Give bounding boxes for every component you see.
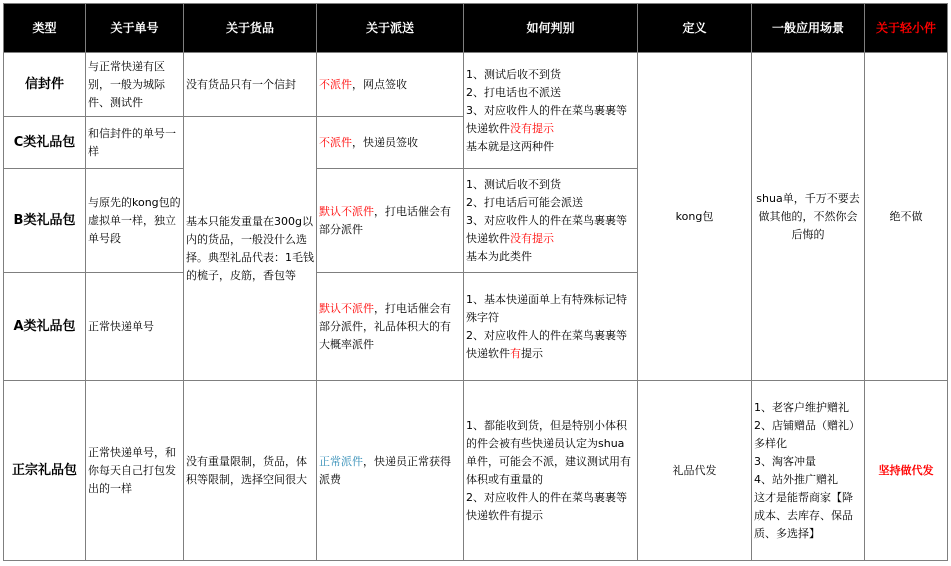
delivery-text: ，网点签收: [352, 77, 407, 91]
identify-text: 3、对应收件人的件在菜鸟裹裹等快递软件: [466, 213, 627, 245]
identify-line: 1、测试后收不到货: [466, 67, 561, 81]
type-cell: 信封件: [4, 53, 86, 117]
identify-text: 提示: [521, 346, 543, 360]
delivery-cell: [317, 169, 464, 273]
gift-package-comparison-table: [3, 3, 948, 561]
delivery-text: ，快递员正常获得派费: [319, 454, 451, 486]
type-cell: C类礼品包: [4, 117, 86, 169]
tracking-cell: 与正常快递有区别，一般为城际件、测试件: [86, 53, 184, 117]
tracking-cell: 和信封件的单号一样: [86, 117, 184, 169]
delivery-highlight: 默认不派件: [319, 204, 374, 218]
identify-cell: [464, 273, 638, 381]
scenario-line: 这才是能帮商家【降成本、去库存、保品质、多选择】: [754, 490, 853, 540]
header-type: 类型: [4, 4, 86, 53]
delivery-cell: [317, 273, 464, 381]
scenario-line: 2、店铺赠品（赠礼）多样化: [754, 418, 860, 450]
identify-line: [466, 327, 635, 363]
identify-line: 基本为此类件: [466, 249, 532, 263]
identify-line: 基本就是这两种件: [466, 139, 554, 153]
delivery-highlight: 不派件: [319, 135, 352, 149]
delivery-text: ，打电话催会有部分派件，礼品体积大的有大概率派件: [319, 301, 451, 351]
definition-cell: kong包: [638, 53, 752, 381]
scenario-line: 4、站外推广赠礼: [754, 472, 838, 486]
header-goods: 关于货品: [184, 4, 317, 53]
definition-cell: 礼品代发: [638, 381, 752, 561]
header-row: [4, 4, 948, 53]
header-definition: 定义: [638, 4, 752, 53]
delivery-highlight: 正常派件: [319, 454, 363, 468]
delivery-cell: [317, 117, 464, 169]
identify-highlight: 没有提示: [510, 121, 554, 135]
identify-line: [466, 212, 635, 248]
identify-cell: [464, 53, 638, 169]
header-usage-scenario: 一般应用场景: [752, 4, 865, 53]
tracking-cell: 正常快递单号: [86, 273, 184, 381]
goods-cell: 基本只能发重量在300g以内的货品，一般没什么选择。典型礼品代表：1毛钱的梳子，皮筋，香包等: [184, 117, 317, 381]
scenario-cell: [752, 381, 865, 561]
header-light-small-items: 关于轻小件: [865, 4, 948, 53]
table-row: [4, 381, 948, 561]
scenario-cell: shua单，千万不要去做其他的，不然你会后悔的: [752, 53, 865, 381]
tracking-cell: 与原先的kong包的虚拟单一样，独立单号段: [86, 169, 184, 273]
table-row: [4, 53, 948, 117]
identify-text: 3、对应收件人的件在菜鸟裹裹等快递软件: [466, 103, 627, 135]
delivery-cell: [317, 381, 464, 561]
tracking-cell: 正常快递单号，和你每天自己打包发出的一样: [86, 381, 184, 561]
identify-line: 2、打电话也不派送: [466, 85, 561, 99]
identify-line: 1、测试后收不到货: [466, 177, 561, 191]
identify-cell: [464, 169, 638, 273]
delivery-text: ，快递员签收: [352, 135, 418, 149]
header-delivery: 关于派送: [317, 4, 464, 53]
identify-line: [466, 102, 635, 138]
header-tracking-number: 关于单号: [86, 4, 184, 53]
identify-text: 2、对应收件人的件在菜鸟裹裹等快递软件: [466, 328, 627, 360]
identify-cell: [464, 381, 638, 561]
type-cell: A类礼品包: [4, 273, 86, 381]
delivery-text: ，打电话催会有部分派件: [319, 204, 451, 236]
header-how-to-identify: 如何判别: [464, 4, 638, 53]
delivery-highlight: 默认不派件: [319, 301, 374, 315]
scenario-line: 3、淘客冲量: [754, 454, 816, 468]
identify-line: 2、对应收件人的件在菜鸟裹裹等快递软件有提示: [466, 490, 627, 522]
light-item-cell: 坚持做代发: [865, 381, 948, 561]
delivery-cell: [317, 53, 464, 117]
goods-cell: 没有货品只有一个信封: [184, 53, 317, 117]
light-item-cell: 绝不做: [865, 53, 948, 381]
identify-highlight: 有: [510, 346, 521, 360]
type-cell: 正宗礼品包: [4, 381, 86, 561]
identify-highlight: 没有提示: [510, 231, 554, 245]
identify-line: 1、基本快递面单上有特殊标记特殊字符: [466, 292, 627, 324]
identify-line: 1、都能收到货，但是特别小体积的件会被有些快递员认定为shua单件，可能会不派，建议测试用有体积或有重量的: [466, 418, 631, 486]
identify-line: 2、打电话后可能会派送: [466, 195, 583, 209]
type-cell: B类礼品包: [4, 169, 86, 273]
delivery-highlight: 不派件: [319, 77, 352, 91]
goods-cell: 没有重量限制，货品，体积等限制，选择空间很大: [184, 381, 317, 561]
scenario-line: 1、老客户维护赠礼: [754, 400, 849, 414]
